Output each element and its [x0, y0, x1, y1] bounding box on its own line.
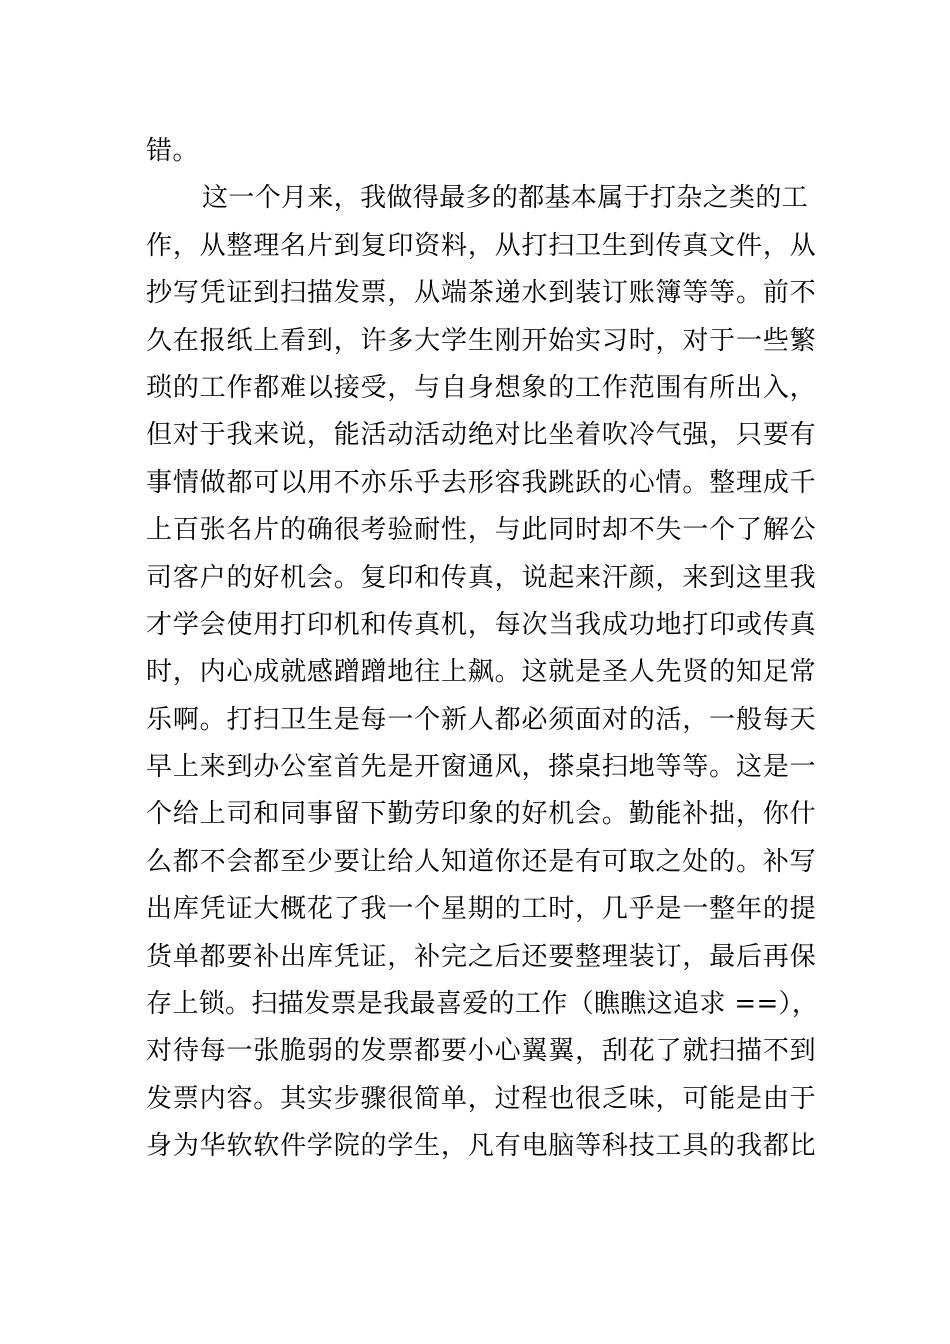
paragraph-first-line: 这一个月来，我做得最多的都基本属于打杂之类的工: [202, 183, 809, 214]
text-line: 才学会使用打印机和传真机，每次当我成功地打印或传真: [146, 609, 816, 640]
text-line: 发票内容。其实步骤很简单，过程也很乏味，可能是由于: [146, 1083, 816, 1114]
text-line: 存上锁。扫描发票是我最喜爱的工作（瞧瞧这追求 ==），: [146, 989, 819, 1020]
text-line: 货单都要补出库凭证，补完之后还要整理装订，最后再保: [146, 941, 816, 972]
text-line: 出库凭证大概花了我一个星期的工时，几乎是一整年的提: [146, 894, 816, 925]
text-line: 身为华软软件学院的学生，凡有电脑等科技工具的我都比: [146, 1131, 816, 1162]
text-line: 作，从整理名片到复印资料，从打扫卫生到传真文件，从: [146, 230, 816, 261]
text-line: 早上来到办公室首先是开窗通风，搽桌扫地等等。这是一: [146, 752, 816, 783]
text-line: 时，内心成就感蹭蹭地往上飙。这就是圣人先贤的知足常: [146, 657, 816, 688]
text-line: 久在报纸上看到，许多大学生刚开始实习时，对于一些繁: [146, 325, 816, 356]
text-line: 事情做都可以用不亦乐乎去形容我跳跃的心情。整理成千: [146, 467, 816, 498]
text-line: 琐的工作都难以接受，与自身想象的工作范围有所出入，: [146, 372, 816, 403]
text-line: 但对于我来说，能活动活动绝对比坐着吹冷气强，只要有: [146, 420, 816, 451]
body-text: [146, 128, 819, 1171]
text-line: 司客户的好机会。复印和传真，说起来汗颜，来到这里我: [146, 562, 816, 593]
text-line: 对待每一张脆弱的发票都要小心翼翼，刮花了就扫描不到: [146, 1036, 816, 1067]
text-line: 错。: [146, 136, 199, 166]
text-line: 乐啊。打扫卫生是每一个新人都必须面对的活，一般每天: [146, 704, 816, 735]
text-line: 么都不会都至少要让给人知道你还是有可取之处的。补写: [146, 846, 816, 877]
text-line: 个给上司和同事留下勤劳印象的好机会。勤能补拙，你什: [146, 799, 816, 830]
text-line: 抄写凭证到扫描发票，从端茶递水到装订账簿等等。前不: [146, 278, 816, 309]
text-line: 上百张名片的确很考验耐性，与此同时却不失一个了解公: [146, 515, 816, 546]
